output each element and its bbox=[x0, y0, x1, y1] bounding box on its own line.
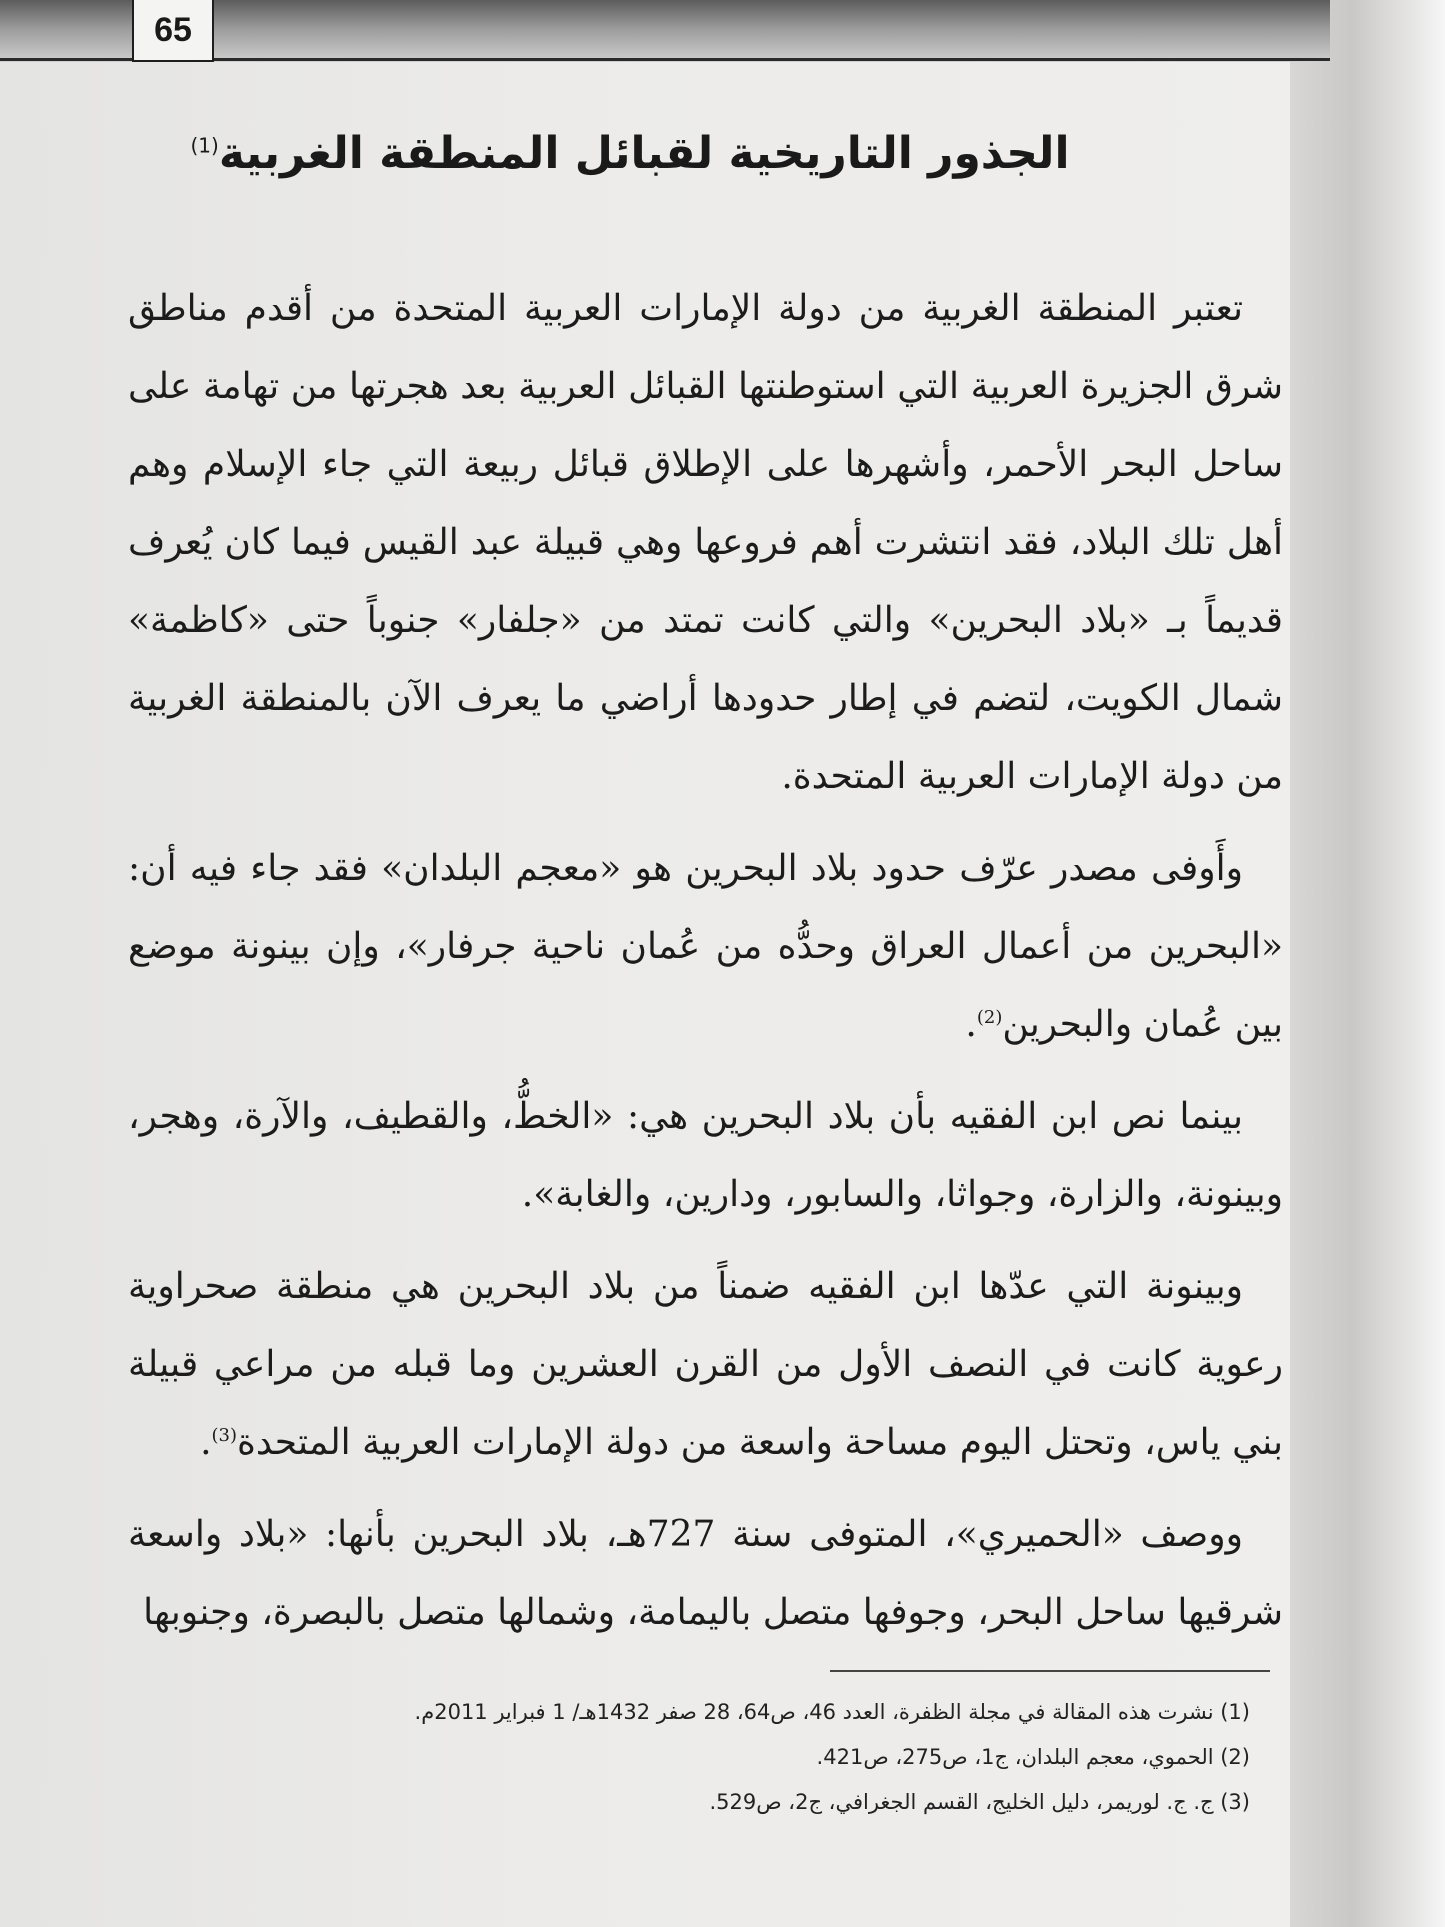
body-text bbox=[128, 270, 1283, 1666]
footnote-1: (1) نشرت هذه المقالة في مجلة الظفرة، العدد 46، ص64، 28 صفر 1432هـ/ 1 فبراير 2011م. bbox=[414, 1700, 1250, 1724]
footnote-2: (2) الحموي، معجم البلدان، ج1، ص275، ص421. bbox=[816, 1745, 1250, 1769]
paragraph-4-text: وبينونة التي عدّها ابن الفقيه ضمناً من بلاد البحرين هي منطقة صحراوية رعوية كانت في النصف الأول من القرن العشرين وما قبله من مراعي قبيلة بني ياس، وتحتل اليوم مساحة واسعة من دولة الإمارات العربية المتحدة bbox=[128, 1266, 1283, 1463]
paragraph-5 bbox=[128, 1496, 1283, 1652]
paragraph-2-text: وأَوفى مصدر عرّف حدود بلاد البحرين هو «معجم البلدان» فقد جاء فيه أن: «البحرين من أعمال العراق وحدُّه من عُمان ناحية جرفار»، وإن بينونة موضع بين عُمان والبحرين bbox=[128, 848, 1283, 1045]
footnote-3: (3) ج. ج. لوريمر، دليل الخليج، القسم الجغرافي، ج2، ص529. bbox=[709, 1790, 1250, 1814]
page-edge-shadow bbox=[1290, 0, 1445, 1927]
paragraph-3 bbox=[128, 1078, 1283, 1234]
footnotes bbox=[300, 1690, 1250, 1825]
paragraph-3-text: بينما نص ابن الفقيه بأن بلاد البحرين هي: «الخطُّ، والقطيف، والآرة، وهجر، وبينونة، والزارة، وجواثا، والسابور، ودارين، والغابة». bbox=[128, 1096, 1283, 1215]
paragraph-2-end: . bbox=[965, 1004, 977, 1045]
paragraph-1-text: تعتبر المنطقة الغربية من دولة الإمارات العربية المتحدة من أقدم مناطق شرق الجزيرة العربية التي استوطنتها القبائل العربية بعد هجرتها من تهامة على ساحل البحر الأحمر، وأشهرها على الإطلاق قبائل ربيعة التي جاء الإسلام وهم أهل تلك البلاد، فقد انتشرت أهم فروعها وهي قبيلة عبد القيس فيما كان يُعرف قديماً بـ «بلاد البحرين» والتي كانت تمتد من «جلفار» جنوباً حتى «كاظمة» شمال الكويت، لتضم في إطار حدودها أراضي ما يعرف الآن بالمنطقة الغربية من دولة الإمارات العربية المتحدة. bbox=[128, 288, 1283, 797]
page-title bbox=[140, 128, 1120, 179]
footnote-ref-2: (2) bbox=[976, 1007, 1003, 1028]
page-number: 65 bbox=[132, 0, 214, 62]
paragraph-2 bbox=[128, 830, 1283, 1064]
footnote-separator bbox=[830, 1670, 1270, 1672]
paragraph-5-text: ووصف «الحميري»، المتوفى سنة 727هـ، بلاد البحرين بأنها: «بلاد واسعة شرقيها ساحل البحر، وجوفها متصل باليمامة، وشمالها متصل بالبصرة، وجنوبها bbox=[128, 1514, 1283, 1633]
title-text: الجذور التاريخية لقبائل المنطقة الغربية bbox=[218, 128, 1070, 179]
paragraph-4 bbox=[128, 1248, 1283, 1482]
paragraph-1 bbox=[128, 270, 1283, 816]
footnote-ref-3: (3) bbox=[211, 1425, 238, 1446]
paragraph-4-end: . bbox=[200, 1422, 212, 1463]
title-footnote-ref: (1) bbox=[190, 133, 219, 158]
